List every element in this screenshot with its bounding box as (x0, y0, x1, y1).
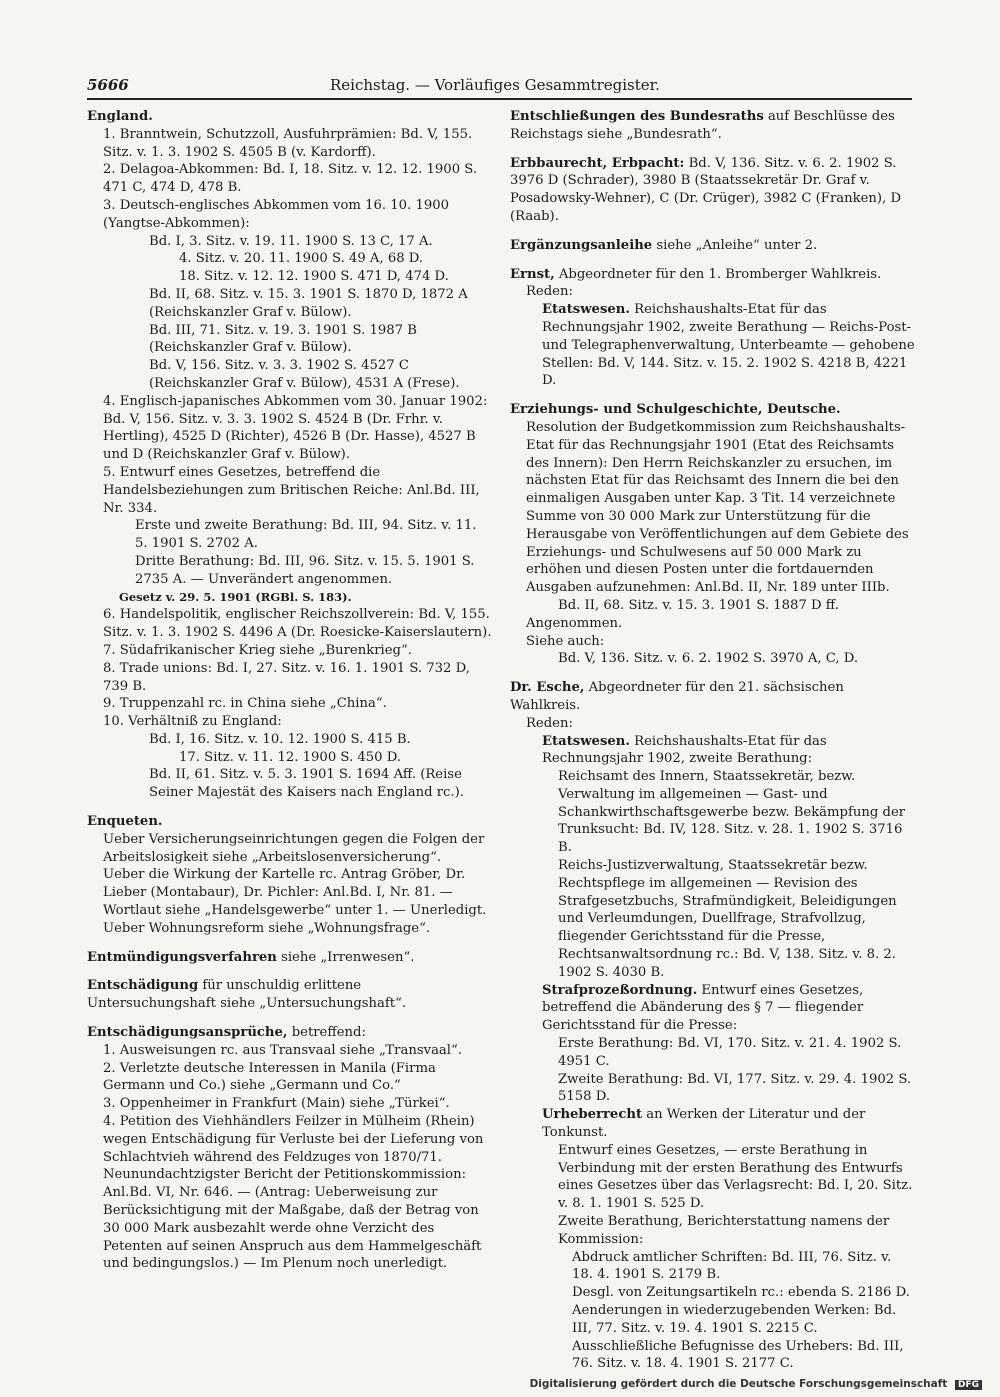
index-entry: Zweite Berathung: Bd. VI, 177. Sitz. v. 29. 4. 1902 S. 5158 D. (558, 1071, 912, 1105)
index-entry: Reden: (526, 715, 573, 731)
index-entry: Bd. III, 71. Sitz. v. 19. 3. 1901 S. 1987 B (Reichskanzler Graf v. Bülow). (149, 322, 417, 356)
index-entry: Erbbaurecht, Erbpacht: Bd. V, 136. Sitz. v. 6. 2. 1902 S. 3976 D (Schrader), 3980 B (Staatssekretär Dr. Graf v. Posadowsky-Wehner), C (Dr. Crüger), 3982 C (Franken), D (Raab). (510, 155, 902, 224)
index-entry: 6. Handelspolitik, englischer Reichszollverein: Bd. V, 155. Sitz. v. 1. 3. 1902 S. 4496 A (Dr. Roesicke-Kaiserslautern). (103, 607, 492, 641)
index-entry: Bd. V, 156. Sitz. v. 3. 3. 1902 S. 4527 C (Reichskanzler Graf v. Bülow), 4531 A (Frese). (149, 358, 460, 391)
index-entry: Etatswesen. Reichshaushalts-Etat für das Rechnungsjahr 1902, zweite Berathung: (542, 733, 827, 767)
index-entry: 5. Entwurf eines Gesetzes, betreffend die Handelsbeziehungen zum Britischen Reiche: Anl.Bd. III, Nr. 334. (103, 464, 480, 516)
index-entry: Etatswesen. Reichshaushalts-Etat für das Rechnungsjahr 1902, zweite Berathung — Reichs-Post- und Telegraphenverwaltung, Unterbeamte — gehobene Stellen: Bd. V, 144. Sitz. v. 15. 2. 1902 S. 4218 B, 4221 D. (542, 302, 915, 389)
entry-keyword: Etatswesen. (542, 733, 630, 749)
index-entry: Ernst, Abgeordneter für den 1. Bromberger Wahlkreis. (510, 266, 882, 282)
index-entry: Zweite Berathung, Berichterstattung namens der Kommission: (558, 1214, 890, 1247)
entry-keyword: Urheberrecht (542, 1107, 643, 1123)
index-entry: Ergänzungsanleihe siehe „Anleihe“ unter 2. (510, 237, 818, 253)
index-entry (510, 401, 915, 419)
index-entry: Angenommen. (526, 615, 623, 631)
index-entry: Bd. II, 61. Sitz. v. 5. 3. 1901 S. 1694 Aff. (Reise Seiner Majestät des Kaisers nach England rc.). (149, 767, 464, 801)
index-entry: Siehe auch: (526, 633, 605, 649)
index-entry: 2. Delagoa-Abkommen: Bd. I, 18. Sitz. v. 12. 12. 1900 S. 471 C, 474 D, 478 B. (103, 162, 478, 196)
entry-keyword: Strafprozeßordnung. (542, 982, 698, 998)
index-entry: 7. Südafrikanischer Krieg siehe „Burenkrieg“. (103, 642, 412, 658)
index-entry: 3. Oppenheimer in Frankfurt (Main) siehe „Türkei“. (103, 1096, 450, 1112)
index-heading: England. (87, 109, 153, 124)
entry-keyword: Erbbaurecht, Erbpacht: (510, 155, 685, 171)
index-entry: Entwurf eines Gesetzes, — erste Berathung in Verbindung mit der ersten Berathung des Entwurfs eines Gesetzes über das Verlagsrecht: Bd. I, 20. Sitz. v. 8. 1. 1901 S. 525 D. (558, 1142, 913, 1212)
index-entry: Bd. II, 68. Sitz. v. 15. 3. 1901 S. 1887 D ff. (558, 597, 839, 613)
footer-text: Digitalisierung gefördert durch die Deutsche Forschungsgemeinschaft (529, 1378, 948, 1390)
index-entry: Bd. V, 136. Sitz. v. 6. 2. 1902 S. 3970 A, C, D. (558, 651, 859, 667)
index-entry: 4. Petition des Viehhändlers Feilzer in Mülheim (Rhein) wegen Entschädigung für Verluste bei der Lieferung von Schlachtvieh während des Feldzuges von 1870/71. Neunundachtzigster Bericht der Petitionskommission: Anl.Bd. VI, Nr. 646. — (Antrag: Ueberweisung zur Berücksichtigung mit der Maßgabe, daß der Betrag von 30 000 Mark ausbezahlt werde ohne Verzicht des Petenten auf seinen Anspruch aus dem Hammelgeschäft und bedingungslos.) — Im Plenum noch unerledigt. (103, 1114, 484, 1272)
index-entry: Gesetz v. 29. 5. 1901 (RGBl. S. 183). (119, 589, 352, 604)
index-entry: Urheberrecht an Werken der Literatur und der Tonkunst. (542, 1107, 866, 1141)
index-entry: 2. Verletzte deutsche Interessen in Manila (Firma Germann und Co.) siehe „Germann und Co.“ (103, 1060, 436, 1094)
index-entry: Bd. II, 68. Sitz. v. 15. 3. 1901 S. 1870 D, 1872 A (Reichskanzler Graf v. Bülow). (149, 286, 468, 320)
index-entry: Reichsamt des Innern, Staatssekretär, bezw. Verwaltung im allgemeinen — Gast- und Schankwirthschaftsgewerbe bezw. Bekämpfung der Trunksucht: Bd. IV, 128. Sitz. v. 28. 1. 1902 S. 3716 B. (558, 769, 906, 856)
index-entry: Strafprozeßordnung. Entwurf eines Gesetzes, betreffend die Abänderung des § 7 — fliegender Gerichtsstand für die Presse: (542, 982, 864, 1034)
index-entry: Dr. Esche, Abgeordneter für den 21. sächsischen Wahlkreis. (510, 680, 844, 713)
dfg-logo: DFG (955, 1380, 982, 1390)
spacer (87, 938, 492, 949)
index-entry: 9. Truppenzahl rc. in China siehe „China“. (103, 696, 387, 712)
index-entry: Reden: (526, 284, 573, 300)
entry-keyword: Dr. Esche, (510, 680, 585, 696)
index-entry: Ausschließliche Befugnisse des Urhebers: Bd. III, 76. Sitz. v. 18. 4. 1901 S. 2177 C. (572, 1338, 904, 1372)
entry-keyword: Entschädigungsansprüche, (87, 1025, 288, 1041)
index-entry: 1. Ausweisungen rc. aus Transvaal siehe „Transvaal“. (103, 1042, 462, 1058)
index-entry: Resolution der Budgetkommission zum Reichshaushalts-Etat für das Rechnungsjahr 1901 (Etat des Reichsamts des Innern): Den Herrn Reichskanzler zu ersuchen, im nächsten Etat für das Reichsamt des Innern die bei den einmaligen Ausgaben unter Kap. 3 Tit. 14 verzeichnete Summe von 30 000 Mark zur Unterstützung für die Herausgabe von Veröffentlichungen auf dem Gebiete des Erziehungs- und Schulwesens auf 50 000 Mark zu erhöhen und diesen Posten unter die fortdauernden Ausgaben aufzunehmen: Anl.Bd. II, Nr. 189 unter IIIb. (526, 419, 909, 596)
spacer (510, 226, 915, 237)
index-entry: 4. Englisch-japanisches Abkommen vom 30. Januar 1902: Bd. V, 156. Sitz. v. 3. 3. 1902 S. 4524 B (Dr. Frhr. v. Hertling), 4525 D (Richter), 4526 B (Dr. Hasse), 4527 B und D (Reichskanzler Graf v. Bülow). (103, 393, 488, 463)
index-entry: 8. Trade unions: Bd. I, 27. Sitz. v. 16. 1. 1901 S. 732 D, 739 B. (103, 660, 470, 694)
entry-keyword: Entmündigungsverfahren (87, 949, 277, 965)
index-entry: 17. Sitz. v. 11. 12. 1900 S. 450 D. (179, 749, 402, 765)
index-entry: 10. Verhältniß zu England: (103, 714, 282, 730)
page-header-title: Reichstag. — Vorläufiges Gesammtregister. (330, 76, 660, 94)
entry-keyword: Entschließungen des Bundesraths (510, 109, 764, 124)
index-entry: Reichs-Justizverwaltung, Staatssekretär bezw. Rechtspflege im allgemeinen — Revision des Strafgesetzbuchs, Strafmündigkeit, Beleidigungen und Verleumdungen, Duellfrage, Strafvollzug, fliegender Gerichtsstand für die Presse, Rechtsanwaltsordnung rc.: Bd. V, 138. Sitz. v. 8. 2. 1902 S. 4030 B. (558, 858, 897, 980)
spacer (510, 255, 915, 266)
index-heading: Enqueten. (87, 814, 163, 830)
index-entry: Aenderungen in wiederzugebenden Werken: Bd. III, 77. Sitz. v. 19. 4. 1901 S. 2215 C. (572, 1303, 897, 1336)
index-entry: Entschädigungsansprüche, betreffend: (87, 1025, 366, 1041)
index-entry: 18. Sitz. v. 12. 12. 1900 S. 471 D, 474 D. (179, 269, 449, 285)
index-entry: Entmündigungsverfahren siehe „Irrenwesen“. (87, 949, 415, 965)
index-entry: Desgl. von Zeitungsartikeln rc.: ebenda S. 2186 D. (572, 1285, 910, 1301)
index-entry: Entschließungen des Bundesraths auf Beschlüsse des Reichstags siehe „Bundesrath“. (510, 109, 895, 142)
left-column (87, 108, 492, 1273)
index-entry: Erste und zweite Berathung: Bd. III, 94. Sitz. v. 11. 5. 1901 S. 2702 A. (135, 518, 477, 552)
spacer (510, 668, 915, 679)
index-entry: Ueber Wohnungsreform siehe „Wohnungsfrage“. (103, 920, 431, 936)
index-entry: Dritte Berathung: Bd. III, 96. Sitz. v. 15. 5. 1901 S. 2735 A. — Unverändert angenommen. (135, 553, 475, 587)
index-entry: Bd. I, 3. Sitz. v. 19. 11. 1900 S. 13 C, 17 A. (149, 233, 433, 249)
index-entry: 1. Branntwein, Schutzzoll, Ausfuhrprämien: Bd. V, 155. Sitz. v. 1. 3. 1902 S. 4505 B (v. Kardorff). (103, 126, 473, 160)
entry-keyword: Erziehungs- und Schulgeschichte, Deutsche. (510, 402, 841, 418)
header-rule (87, 98, 912, 100)
right-column (510, 108, 915, 1373)
page-number: 5666 (87, 76, 129, 94)
entry-keyword: Ernst, (510, 266, 555, 282)
spacer (87, 966, 492, 977)
entry-keyword: Ergänzungsanleihe (510, 237, 653, 253)
index-entry: Entschädigung für unschuldig erlittene Untersuchungshaft siehe „Untersuchungshaft“. (87, 978, 407, 1012)
spacer (87, 802, 492, 813)
index-entry: 3. Deutsch-englisches Abkommen vom 16. 10. 1900 (Yangtse-Abkommen): (103, 197, 450, 231)
index-entry: 4. Sitz. v. 20. 11. 1900 S. 49 A, 68 D. (179, 251, 424, 267)
spacer (510, 390, 915, 401)
footer-credit (530, 1378, 982, 1390)
index-entry: Erste Berathung: Bd. VI, 170. Sitz. v. 21. 4. 1902 S. 4951 C. (558, 1036, 902, 1069)
entry-keyword: Entschädigung (87, 978, 199, 994)
index-entry: Ueber die Wirkung der Kartelle rc. Antrag Gröber, Dr. Lieber (Montabaur), Dr. Pichler: Anl.Bd. I, Nr. 81. — Wortlaut siehe „Handelsgewerbe“ unter 1. — Unerledigt. (103, 867, 487, 919)
index-entry: Bd. I, 16. Sitz. v. 10. 12. 1900 S. 415 B. (149, 731, 411, 747)
spacer (510, 144, 915, 155)
spacer (87, 1013, 492, 1024)
index-entry: Ueber Versicherungseinrichtungen gegen die Folgen der Arbeitslosigkeit siehe „Arbeitslosenversicherung“. (103, 831, 485, 865)
index-entry: Abdruck amtlicher Schriften: Bd. III, 76. Sitz. v. 18. 4. 1901 S. 2179 B. (572, 1249, 892, 1283)
entry-keyword: Etatswesen. (542, 302, 630, 318)
